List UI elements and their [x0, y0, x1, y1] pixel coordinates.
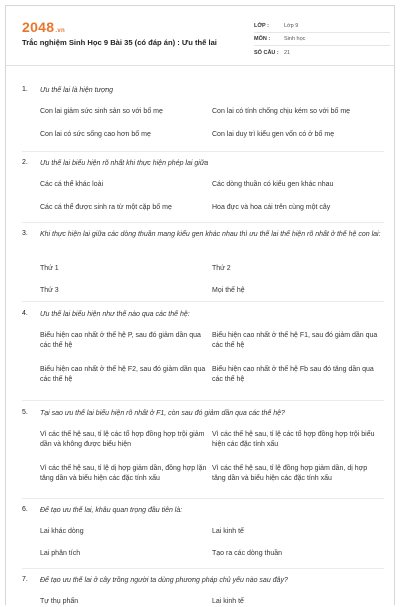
question-divider	[22, 222, 384, 223]
question-divider	[22, 568, 384, 569]
question-number: 7.	[22, 576, 28, 583]
site-logo[interactable]	[22, 19, 65, 35]
question-head	[22, 576, 382, 586]
answer-option[interactable]: Con lai duy trì kiểu gen vốn có ở bố mẹ	[212, 131, 335, 138]
meta-class-row	[254, 20, 390, 33]
question-number: 6.	[22, 506, 28, 513]
question-head	[22, 159, 382, 169]
answer-option[interactable]: Tạo ra các dòng thuần	[212, 550, 283, 557]
meta-subject-row	[254, 33, 390, 46]
answer-option[interactable]: Biểu hiện cao nhất ở thế hệ P, sau đó giảm dần qua các thế hệ	[40, 332, 201, 349]
question-text: Khi thực hiện lai giữa các dòng thuần mang kiểu gen khác nhau thì ưu thế lai thể hiện rõ nhất ở thế hệ con lai:	[40, 231, 381, 238]
meta-subject-key: MÔN :	[254, 36, 271, 42]
document-meta	[254, 20, 390, 59]
document-page	[5, 5, 395, 605]
question-number: 4.	[22, 310, 28, 317]
answer-option[interactable]: Các cá thể được sinh ra từ một cặp bố mẹ	[40, 204, 172, 211]
question-head	[22, 506, 382, 516]
answer-option[interactable]: Biểu hiện cao nhất ở thế hệ F2, sau đó giảm dần qua các thế hệ	[40, 366, 206, 383]
meta-count-row	[254, 46, 390, 59]
meta-class-value: Lớp 9	[284, 23, 299, 29]
answer-option[interactable]: Vì các thế hệ sau, tỉ lệ dị hợp giảm dần, đồng hợp lặn tăng dần và biểu hiện các đặc tính xấu	[40, 465, 207, 482]
answer-option[interactable]: Vì các thế hệ sau, tỉ lệ các tổ hợp đồng hợp trội biểu hiện các đặc tính xấu	[212, 431, 375, 448]
answer-option[interactable]: Các dòng thuần có kiểu gen khác nhau	[212, 181, 334, 188]
question-head	[22, 86, 382, 96]
answer-option[interactable]: Lai phân tích	[40, 550, 81, 557]
answer-option[interactable]: Các cá thể khác loài	[40, 181, 104, 188]
answer-option[interactable]: Lai kinh tế	[212, 598, 244, 605]
meta-count-value: 21	[284, 49, 291, 56]
answer-option[interactable]: Biểu hiện cao nhất ở thế hệ F1, sau đó giảm dần qua các thế hệ	[212, 332, 378, 349]
answer-option[interactable]: Con lai có sức sống cao hơn bố mẹ	[40, 131, 151, 138]
question-text: Ưu thế lai biểu hiện như thế nào qua các thế hệ:	[40, 311, 190, 318]
logo-tld: .vn	[55, 28, 65, 34]
meta-class-key: LỚP :	[254, 23, 269, 29]
answer-option[interactable]: Thứ 2	[212, 265, 231, 272]
question-number: 1.	[22, 86, 28, 93]
document-header	[6, 6, 394, 66]
question-number: 3.	[22, 230, 28, 237]
answer-option[interactable]: Lai kinh tế	[212, 528, 244, 535]
meta-count-key: SỐ CÂU :	[254, 49, 279, 56]
question-divider	[22, 151, 384, 152]
question-divider	[22, 400, 384, 401]
answer-option[interactable]: Biểu hiện cao nhất ở thế hệ Fb sau đó tăng dần qua các thế hệ	[212, 366, 374, 383]
logo-text: 2048	[22, 19, 55, 35]
question-number: 2.	[22, 159, 28, 166]
answer-option[interactable]: Thứ 1	[40, 265, 59, 272]
answer-option[interactable]: Con lai giảm sức sinh sản so với bố mẹ	[40, 108, 163, 115]
question-text: Ưu thế lai biểu hiện rõ nhất khi thực hiện phép lai giữa	[40, 160, 209, 167]
answer-option[interactable]: Thứ 3	[40, 287, 59, 294]
question-text: Tại sao ưu thế lai biểu hiện rõ nhất ở F1, còn sau đó giảm dần qua các thế hệ?	[40, 410, 285, 417]
question-number: 5.	[22, 409, 28, 416]
answer-option[interactable]: Tự thụ phấn	[40, 598, 79, 605]
question-text: Để tạo ưu thế lai ở cây trồng người ta dùng phương pháp chủ yếu nào sau đây?	[40, 577, 288, 584]
answer-option[interactable]: Mọi thế hệ	[212, 287, 245, 294]
question-divider	[22, 498, 384, 499]
question-text: Để tạo ưu thế lai, khâu quan trọng đầu tiên là:	[40, 507, 183, 514]
document-title: Trắc nghiệm Sinh Học 9 Bài 35 (có đáp án) : Ưu thế lai	[22, 38, 217, 47]
answer-option[interactable]: Lai khác dòng	[40, 528, 84, 535]
question-head	[22, 230, 382, 240]
question-divider	[22, 301, 384, 302]
question-head	[22, 310, 382, 320]
answer-option[interactable]: Con lai có tính chống chịu kém so với bố mẹ	[212, 108, 351, 115]
meta-subject-value: Sinh học	[284, 36, 306, 42]
answer-option[interactable]: Vì các thế hệ sau, tỉ lệ đồng hợp giảm dần, dị hợp tăng dần và biểu hiện các đặc tính xấu	[212, 465, 368, 482]
question-head	[22, 409, 382, 419]
question-text: Ưu thế lai là hiện tượng	[40, 87, 113, 94]
answer-option[interactable]: Hoa đực và hoa cái trên cùng một cây	[212, 204, 331, 211]
answer-option[interactable]: Vì các thế hệ sau, tỉ lệ các tổ hợp đồng hợp trội giảm dần và không được biểu hiện	[40, 431, 205, 448]
